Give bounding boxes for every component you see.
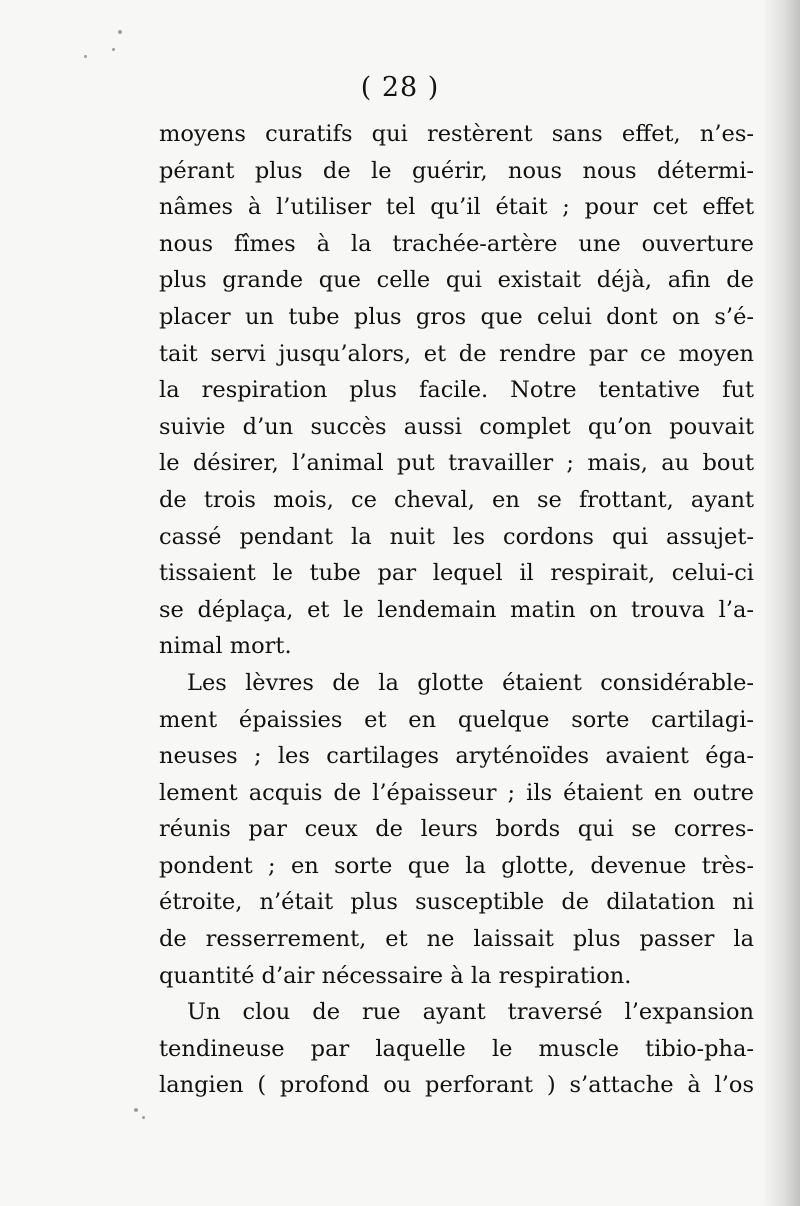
text-line: de trois mois, ce cheval, en se frottant, ayant <box>159 486 754 513</box>
text-line: nous fîmes à la trachée-artère une ouverture <box>159 230 754 257</box>
text-line: Les lèvres de la glotte étaient considérable- <box>187 669 754 696</box>
page-number: ( 28 ) <box>360 72 440 103</box>
text-line: placer un tube plus gros que celui dont on s’é- <box>159 303 754 330</box>
text-line: lement acquis de l’épaisseur ; ils étaient en outre <box>159 779 754 806</box>
text-line: nâmes à l’utiliser tel qu’il était ; pour cet effet <box>159 194 754 221</box>
scan-speck <box>142 1116 145 1119</box>
text-line: cassé pendant la nuit les cordons qui assujet- <box>159 523 754 550</box>
text-line: plus grande que celle qui existait déjà, afin de <box>159 267 754 294</box>
text-line: quantité d’air nécessaire à la respiration. <box>159 962 632 989</box>
text-line: le désirer, l’animal put travailler ; mais, au bout <box>159 450 754 477</box>
page-edge-shadow <box>762 0 800 1206</box>
text-line: se déplaça, et le lendemain matin on trouva l’a- <box>159 596 754 623</box>
text-line: réunis par ceux de leurs bords qui se corres- <box>159 816 754 843</box>
text-line: tait servi jusqu’alors, et de rendre par ce moyen <box>159 340 754 367</box>
scan-speck <box>134 1108 138 1112</box>
text-line: moyens curatifs qui restèrent sans effet, n’es- <box>159 121 754 147</box>
text-line: Un clou de rue ayant traversé l’expansion <box>187 999 754 1026</box>
text-line: neuses ; les cartilages aryténoïdes avaient éga- <box>159 743 754 770</box>
text-line: de resserrement, et ne laissait plus passer la <box>159 926 754 953</box>
body-text <box>159 116 754 1104</box>
text-line: pérant plus de le guérir, nous nous détermi- <box>159 157 754 184</box>
text-line: pondent ; en sorte que la glotte, devenue très- <box>159 852 754 879</box>
text-line: ment épaissies et en quelque sorte cartilagi- <box>159 706 754 733</box>
text-line: tendineuse par laquelle le muscle tibio-pha- <box>159 1035 754 1062</box>
text-line: étroite, n’était plus susceptible de dilatation ni <box>159 889 754 916</box>
text-line: langien ( profond ou perforant ) s’attache à l’os <box>159 1072 754 1099</box>
text-line: la respiration plus facile. Notre tentative fut <box>159 377 754 404</box>
scan-speck <box>84 55 87 58</box>
text-line: suivie d’un succès aussi complet qu’on pouvait <box>159 413 754 440</box>
text-line: tissaient le tube par lequel il respirait, celui-ci <box>159 560 754 587</box>
scan-speck <box>118 30 122 34</box>
text-line: nimal mort. <box>159 633 292 660</box>
scan-speck <box>112 48 115 51</box>
